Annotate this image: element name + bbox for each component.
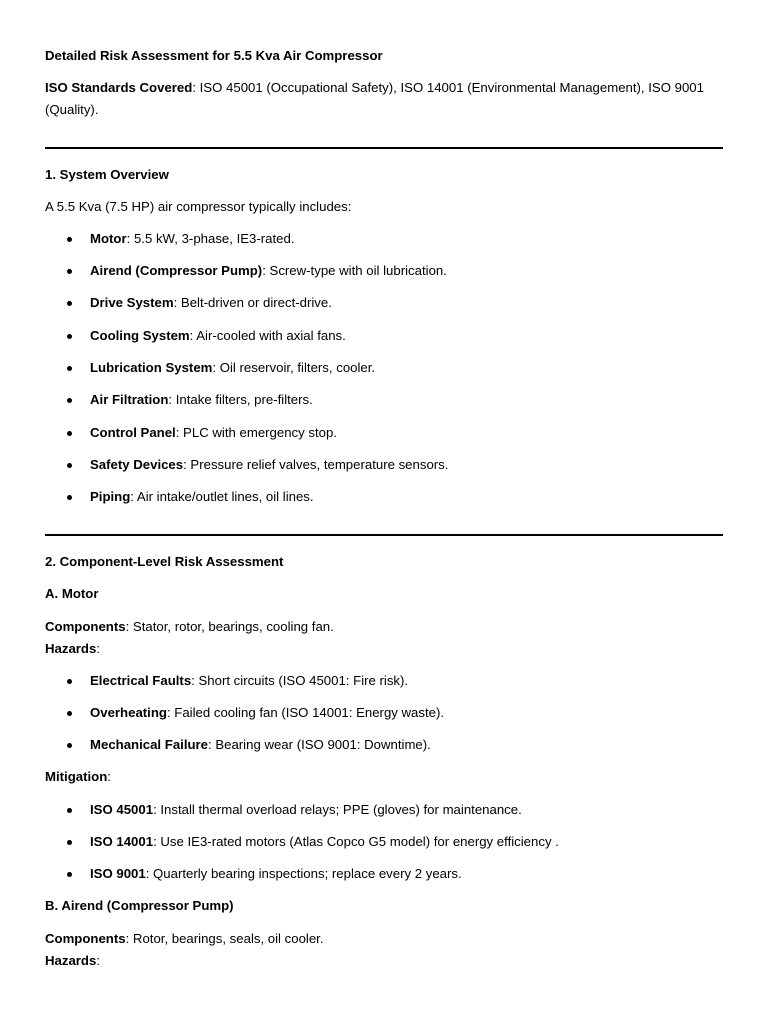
bullet-icon — [67, 431, 72, 436]
list-item: ISO 45001: Install thermal overload relays; PPE (gloves) for maintenance. — [90, 802, 522, 817]
bullet-icon — [67, 463, 72, 468]
motor-mitigation-label: Mitigation: — [45, 769, 111, 784]
airend-hazards-label: Hazards: — [45, 953, 100, 968]
list-item: ISO 9001: Quarterly bearing inspections; replace every 2 years. — [90, 866, 462, 881]
list-item: Air Filtration: Intake filters, pre-filters. — [90, 392, 313, 407]
list-item: Drive System: Belt-driven or direct-drive. — [90, 295, 332, 310]
bullet-icon — [67, 711, 72, 716]
list-item: Safety Devices: Pressure relief valves, temperature sensors. — [90, 457, 449, 472]
list-item: Lubrication System: Oil reservoir, filters, cooler. — [90, 360, 376, 375]
bullet-icon — [67, 334, 72, 339]
list-item: Airend (Compressor Pump): Screw-type with oil lubrication. — [90, 263, 447, 278]
horizontal-rule — [45, 534, 723, 536]
bullet-icon — [67, 237, 72, 242]
bullet-icon — [67, 808, 72, 813]
list-item: ISO 14001: Use IE3-rated motors (Atlas Copco G5 model) for energy efficiency . — [90, 834, 559, 849]
bullet-icon — [67, 495, 72, 500]
list-item: Control Panel: PLC with emergency stop. — [90, 425, 337, 440]
section-heading-risk-assessment: 2. Component-Level Risk Assessment — [45, 554, 284, 569]
bullet-icon — [67, 366, 72, 371]
list-item: Motor: 5.5 kW, 3-phase, IE3-rated. — [90, 231, 295, 246]
bullet-icon — [67, 872, 72, 877]
list-item: Overheating: Failed cooling fan (ISO 14001: Energy waste). — [90, 705, 445, 720]
bullet-icon — [67, 679, 72, 684]
motor-hazards-label: Hazards: — [45, 641, 100, 656]
bullet-icon — [67, 398, 72, 403]
system-overview-intro: A 5.5 Kva (7.5 HP) air compressor typically includes: — [45, 199, 352, 214]
document-title: Detailed Risk Assessment for 5.5 Kva Air Compressor — [45, 48, 383, 63]
list-item: Electrical Faults: Short circuits (ISO 45001: Fire risk). — [90, 673, 409, 688]
airend-components: Components: Rotor, bearings, seals, oil cooler. — [45, 931, 324, 946]
subsection-heading-airend: B. Airend (Compressor Pump) — [45, 898, 234, 913]
bullet-icon — [67, 301, 72, 306]
motor-components: Components: Stator, rotor, bearings, cooling fan. — [45, 619, 334, 634]
iso-standards-line: ISO Standards Covered: ISO 45001 (Occupational Safety), ISO 14001 (Environmental Management), ISO 9001 — [45, 80, 704, 95]
subsection-heading-motor: A. Motor — [45, 586, 99, 601]
section-heading-system-overview: 1. System Overview — [45, 167, 169, 182]
list-item: Piping: Air intake/outlet lines, oil lines. — [90, 489, 314, 504]
bullet-icon — [67, 743, 72, 748]
horizontal-rule — [45, 147, 723, 149]
iso-standards-line-2: (Quality). — [45, 102, 99, 117]
list-item: Cooling System: Air-cooled with axial fans. — [90, 328, 346, 343]
list-item: Mechanical Failure: Bearing wear (ISO 9001: Downtime). — [90, 737, 431, 752]
bullet-icon — [67, 840, 72, 845]
bullet-icon — [67, 269, 72, 274]
